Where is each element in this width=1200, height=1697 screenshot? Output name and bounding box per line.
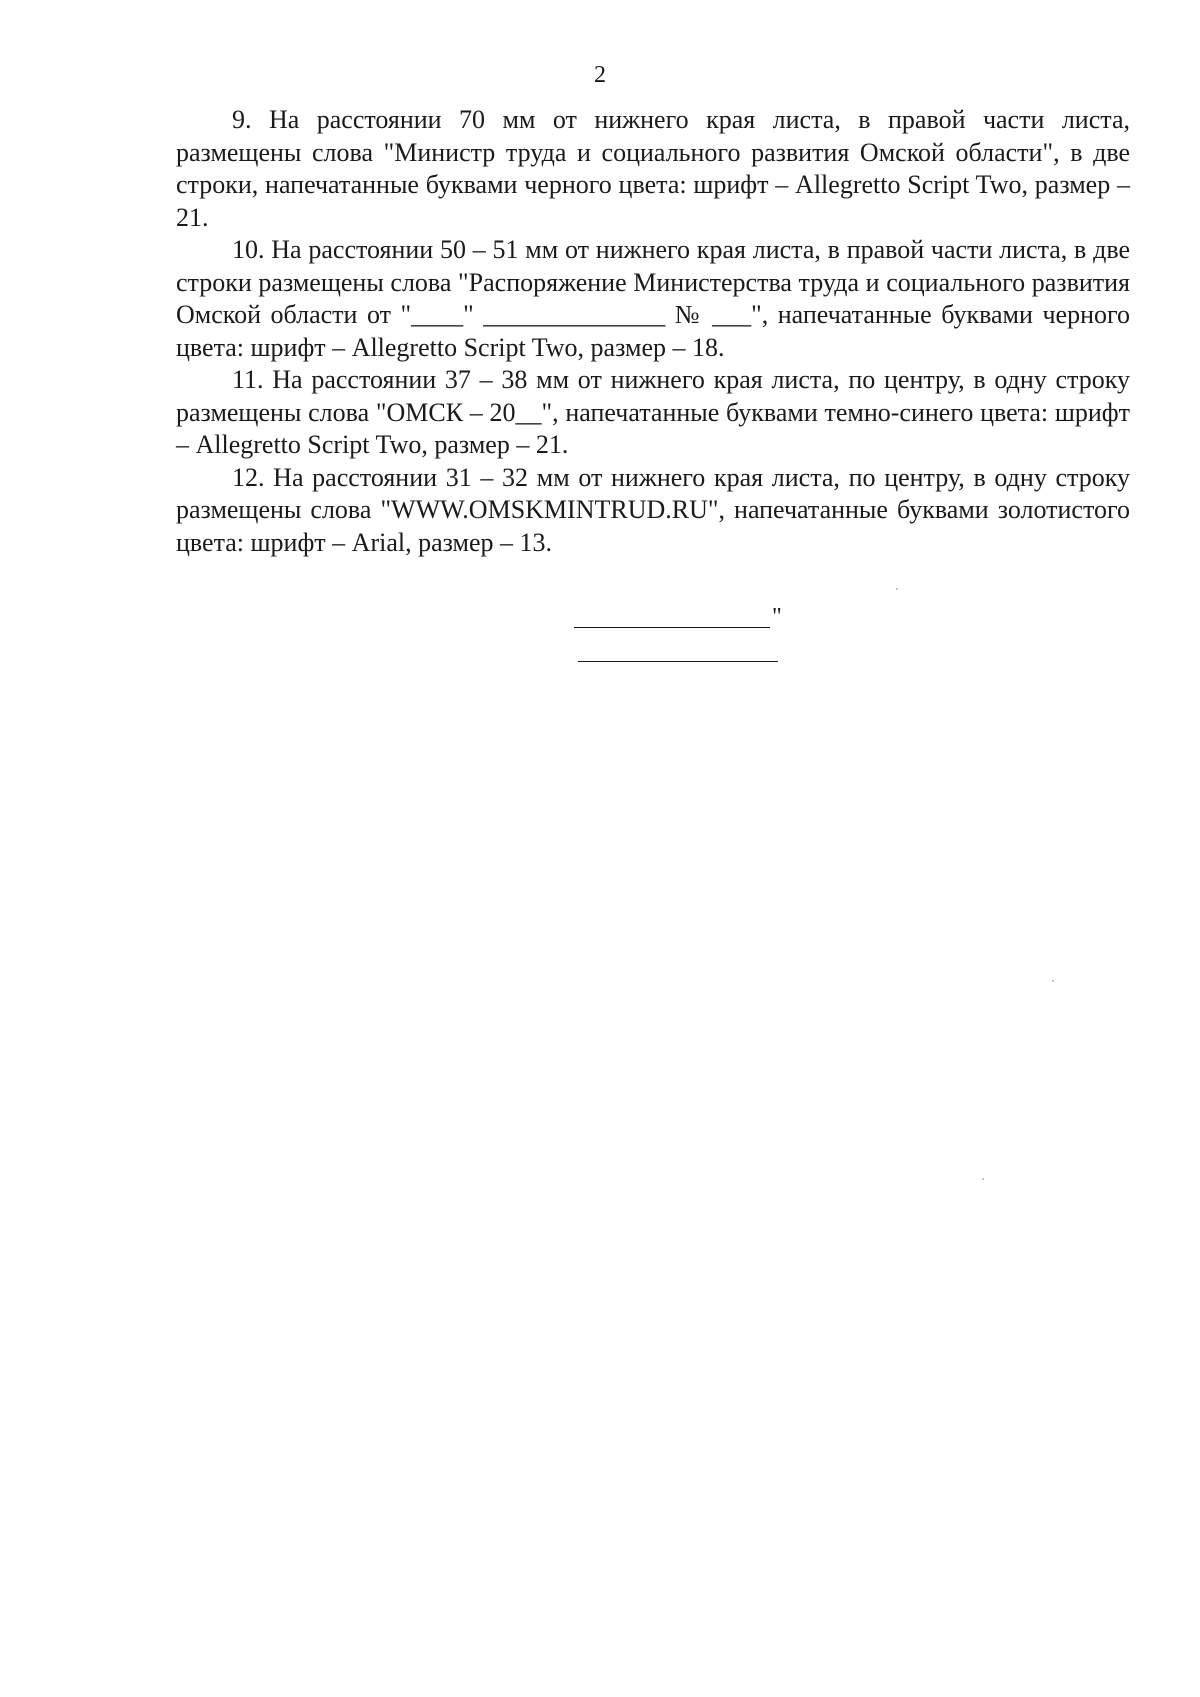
closing-quote-mark: ": [772, 604, 782, 630]
end-of-document-rule: [578, 661, 778, 662]
closing-underline: [574, 627, 770, 628]
scan-speck: [896, 588, 898, 590]
document-body: [176, 104, 1130, 559]
paragraph-item-9: 9. На расстоянии 70 мм от нижнего края листа, в правой части листа, размещены слова "Министр труда и социального развития Омской области", в две строки, напечатанные буквами черного цвета: шрифт – Allegretto Script Two, размер – 21.: [176, 105, 1130, 232]
scan-speck: [982, 1178, 984, 1180]
page-number: 2: [594, 62, 606, 88]
paragraph-item-12: 12. На расстоянии 31 – 32 мм от нижнего края листа, по центру, в одну строку размещены слова "WWW.OMSKMINTRUD.RU", напечатанные буквами золотистого цвета: шрифт – Arial, размер – 13.: [176, 462, 1130, 557]
scan-speck: [1052, 980, 1054, 982]
paragraph-item-10: 10. На расстоянии 50 – 51 мм от нижнего края листа, в правой части листа, в две строки размещены слова "Распоряжение Министерства труда и социального развития Омской области от "____" ______________ № ___", напечатанные буквами черного цвета: шрифт – Allegretto Script Two, размер – 18.: [176, 235, 1130, 362]
paragraph-item-11: 11. На расстоянии 37 – 38 мм от нижнего края листа, по центру, в одну строку размещены слова "ОМСК – 20__", напечатанные буквами темно-синего цвета: шрифт – Allegretto Script Two, размер – 21.: [176, 365, 1130, 459]
